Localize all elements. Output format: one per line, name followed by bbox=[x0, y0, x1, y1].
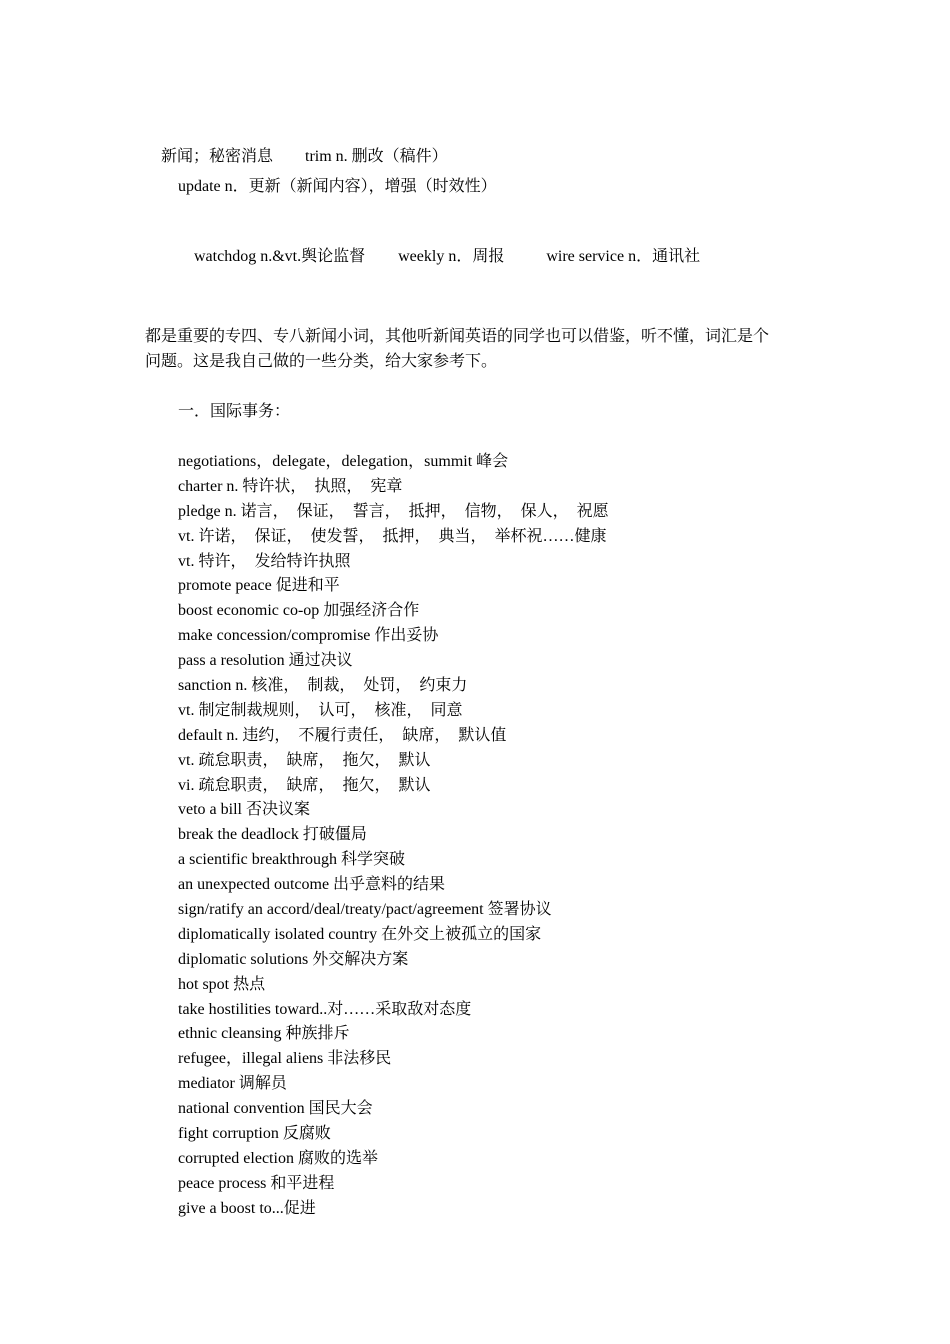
vocab-item: sign/ratify an accord/deal/treaty/pact/agreement 签署协议 bbox=[178, 901, 552, 919]
vocab-item: a scientific breakthrough 科学突破 bbox=[178, 851, 406, 869]
vocab-item: make concession/compromise 作出妥协 bbox=[178, 627, 439, 645]
header-line-1-part-1: 新闻；秘密消息 bbox=[161, 148, 274, 165]
section-heading: 一．国际事务： bbox=[178, 403, 291, 420]
vocab-item: vi. 疏怠职责， 缺席， 拖欠， 默认 bbox=[178, 776, 431, 794]
vocab-item: refugee，illegal aliens 非法移民 bbox=[178, 1050, 392, 1068]
vocab-item: vt. 疏怠职责， 缺席， 拖欠， 默认 bbox=[178, 751, 431, 769]
header-line-3-part-3: wire service n．通讯社 bbox=[546, 248, 701, 265]
vocab-item: corrupted election 腐败的选举 bbox=[178, 1149, 378, 1167]
vocab-item: national convention 国民大会 bbox=[178, 1100, 373, 1118]
vocab-item: ethnic cleansing 种族排斥 bbox=[178, 1025, 350, 1043]
vocab-item: veto a bill 否决议案 bbox=[178, 801, 310, 819]
vocab-item: take hostilities toward..对……采取敌对态度 bbox=[178, 1000, 472, 1018]
vocab-item: mediator 调解员 bbox=[178, 1075, 287, 1093]
vocab-item: peace process 和平进程 bbox=[178, 1174, 335, 1192]
vocab-item: sanction n. 核准， 制裁， 处罚， 约束力 bbox=[178, 677, 468, 695]
vocab-item: diplomatically isolated country 在外交上被孤立的国家 bbox=[178, 925, 542, 943]
vocab-item: give a boost to...促进 bbox=[178, 1199, 316, 1217]
vocab-item: an unexpected outcome 出乎意料的结果 bbox=[178, 876, 446, 894]
vocab-item: vt. 特许， 发给特许执照 bbox=[178, 552, 351, 570]
vocab-item: vt. 制定制裁规则， 认可， 核准， 同意 bbox=[178, 701, 463, 719]
header-line-1-part-2: trim n. 删改（稿件） bbox=[305, 148, 448, 165]
vocab-list bbox=[178, 450, 609, 1222]
vocab-item: negotiations，delegate，delegation，summit 峰会 bbox=[178, 453, 509, 470]
header-line-3-part-1: watchdog n.&vt.舆论监督 bbox=[194, 248, 366, 265]
header-line-2: update n．更新（新闻内容），增强（时效性） bbox=[178, 178, 497, 195]
vocab-item: boost economic co-op 加强经济合作 bbox=[178, 602, 420, 620]
intro-line-1: 都是重要的专四、专八新闻小词，其他听新闻英语的同学也可以借鉴，听不懂，词汇是个 bbox=[145, 328, 770, 345]
vocab-item: fight corruption 反腐败 bbox=[178, 1125, 331, 1143]
vocab-item: promote peace 促进和平 bbox=[178, 577, 340, 595]
vocab-item: default n. 违约， 不履行责任， 缺席， 默认值 bbox=[178, 726, 507, 744]
vocab-item: pass a resolution 通过决议 bbox=[178, 652, 353, 670]
vocab-item: hot spot 热点 bbox=[178, 975, 266, 993]
header-line-3 bbox=[178, 227, 700, 287]
vocab-item: break the deadlock 打破僵局 bbox=[178, 826, 367, 844]
vocab-item: vt. 许诺， 保证， 使发誓， 抵押， 典当， 举杯祝……健康 bbox=[178, 527, 607, 545]
header-line-3-part-2: weekly n．周报 bbox=[398, 248, 505, 265]
vocab-item: diplomatic solutions 外交解决方案 bbox=[178, 950, 409, 968]
vocab-item: charter n. 特许状， 执照， 宪章 bbox=[178, 477, 403, 495]
intro-line-2: 问题。这是我自己做的一些分类，给大家参考下。 bbox=[145, 353, 498, 370]
vocab-item: pledge n. 诺言， 保证， 誓言， 抵押， 信物， 保人， 祝愿 bbox=[178, 502, 609, 520]
